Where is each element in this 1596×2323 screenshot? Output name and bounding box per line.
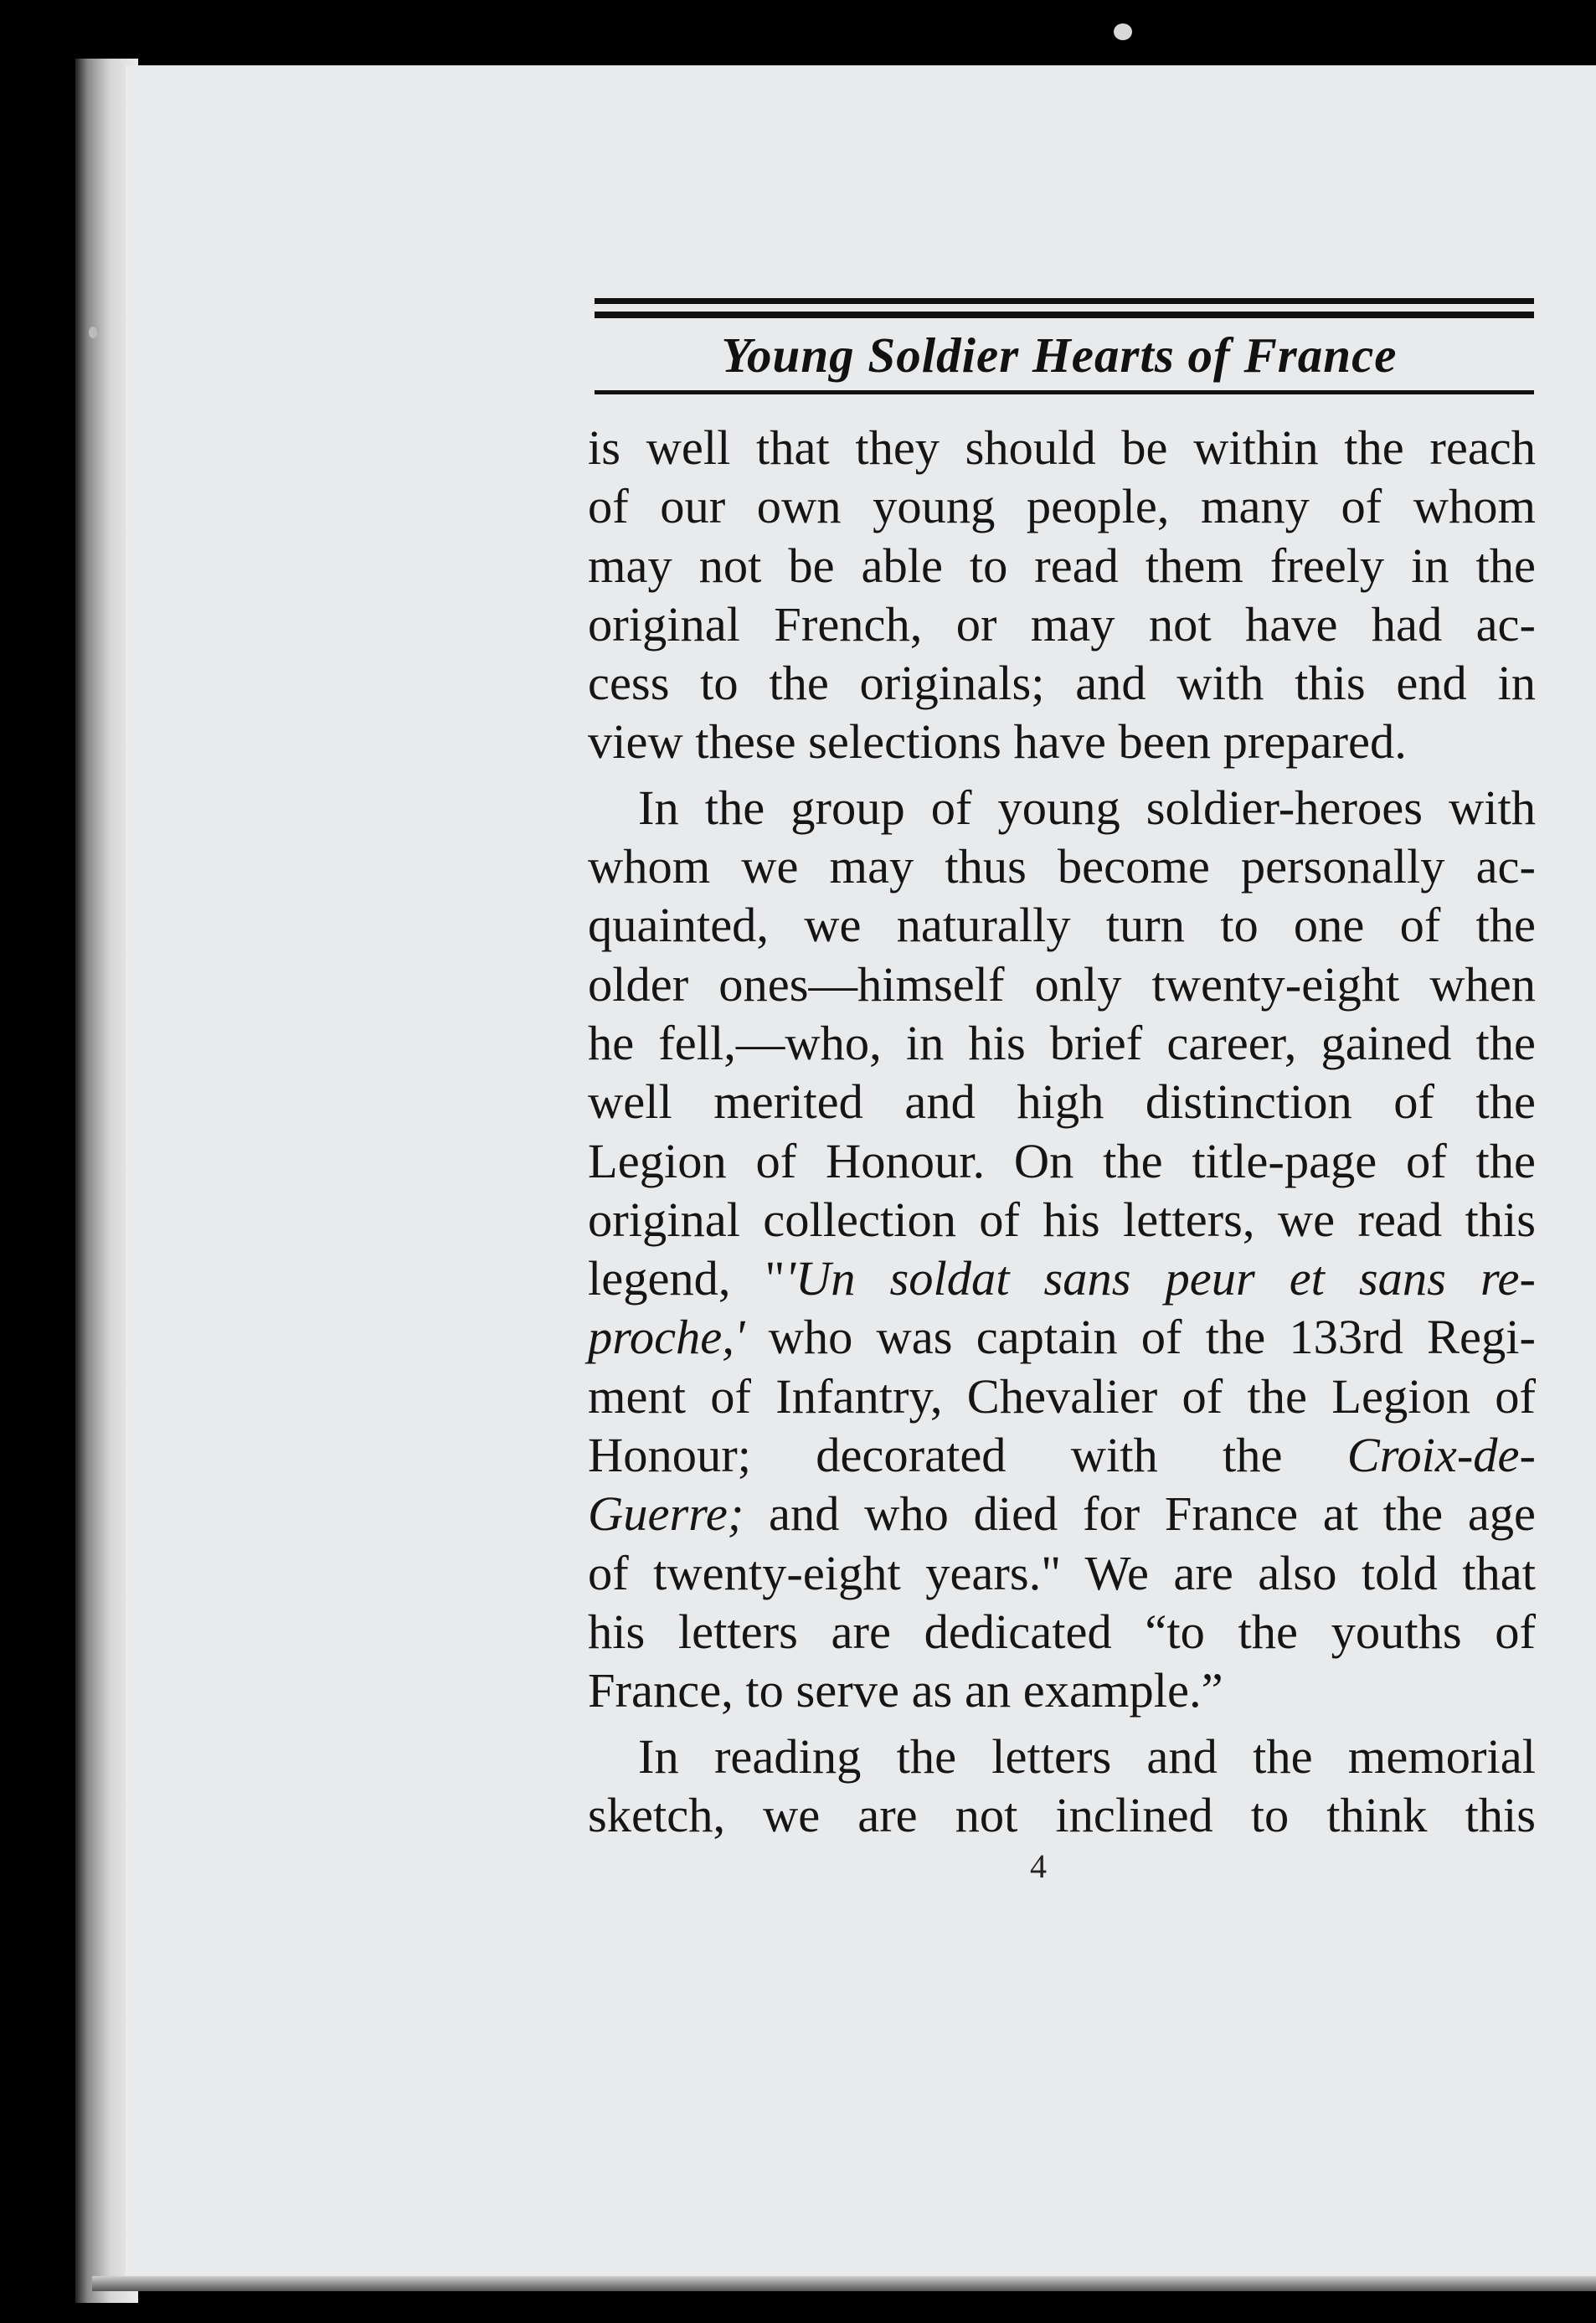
text-run: who was captain of the 133rd Regi- [744,1310,1536,1365]
text-line: his letters are dedicated “to the youths of [588,1604,1536,1659]
text-line: he fell,—who, in his brief career, gained the [588,1015,1536,1070]
text-run: Honour; decorated with the [588,1428,1347,1483]
text-line: sketch, we are not inclined to think this [588,1787,1536,1842]
text-line: quainted, we naturally turn to one of the [588,898,1536,953]
header-underline-rule [595,390,1534,394]
header-double-rule-bottom [595,312,1534,318]
text-line: well merited and high distinction of the [588,1074,1536,1130]
page-number: 4 [1030,1847,1047,1885]
text-line: older ones—himself only twenty-eight when [588,956,1536,1012]
italic-text-run: Guerre; [588,1486,744,1542]
text-line [588,1485,1536,1543]
text-line: whom we may thus become personally ac- [588,839,1536,894]
text-line: of our own young people, many of whom [588,479,1536,534]
text-line: ment of Infantry, Chevalier of the Legion of [588,1368,1536,1424]
header-double-rule-top [595,298,1534,304]
text-run: legend, " [588,1251,785,1306]
text-line: In the group of young soldier-heroes with [638,780,1536,835]
italic-text-run: proche,' [588,1310,745,1365]
text-line: may not be able to read them freely in the [588,538,1536,593]
running-head: Young Soldier Hearts of France [721,327,1398,383]
text-line: original French, or may not have had ac- [588,596,1536,652]
scan-speck [1114,23,1132,40]
text-line [588,1426,1536,1485]
text-line: In reading the letters and the memorial [638,1728,1536,1784]
scan-speck [89,327,97,338]
text-line [588,1249,1536,1308]
text-line: original collection of his letters, we read this [588,1192,1536,1247]
italic-text-run: Croix-de- [1346,1428,1536,1483]
italic-text-run: 'Un soldat sans peur et sans re- [785,1251,1536,1306]
page-bottom-edge [92,2276,1596,2291]
text-line: Legion of Honour. On the title-page of the [588,1133,1536,1188]
text-line: cess to the originals; and with this end in [588,656,1536,711]
text-run: and who died for France at the age [744,1486,1536,1542]
page-body-text [588,419,1536,1845]
text-line: France, to serve as an example.” [588,1663,1223,1718]
text-line [588,1308,1536,1367]
text-line: is well that they should be within the reach [588,420,1536,475]
text-line: of twenty-eight years." We are also told that [588,1545,1536,1600]
text-line: view these selections have been prepared. [588,714,1407,770]
